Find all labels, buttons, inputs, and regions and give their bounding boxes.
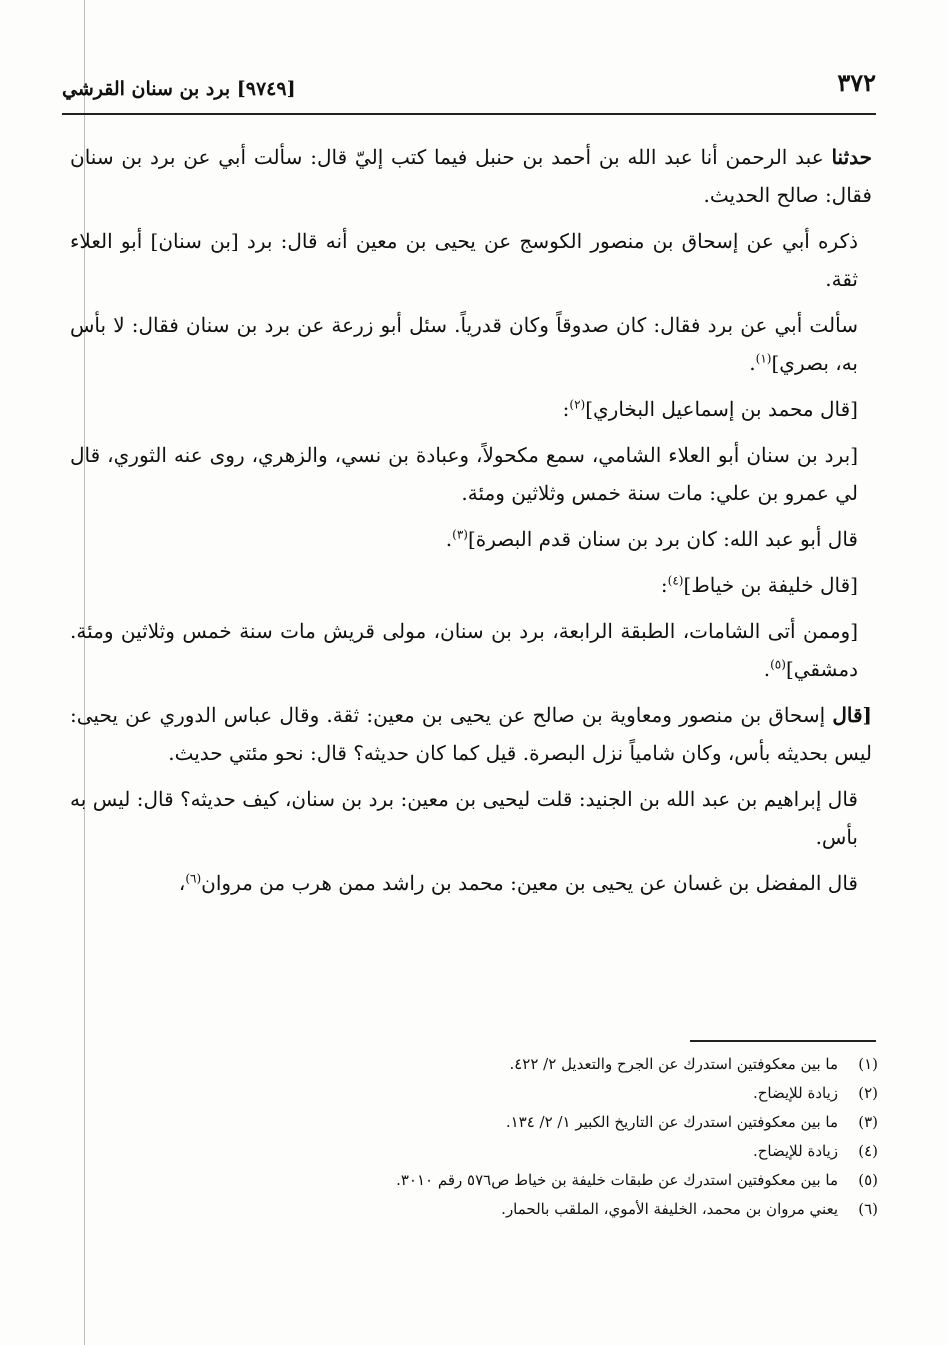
paragraph-text: [قال خليفة بن خياط]	[683, 573, 858, 597]
footnote-ref: (٦)	[185, 871, 202, 886]
footnote-text: زيادة للإيضاح.	[752, 1142, 838, 1160]
running-title: [٩٧٤٩] برد بن سنان القرشي	[62, 78, 296, 100]
paragraph	[70, 436, 872, 512]
paragraph-text: [قال محمد بن إسماعيل البخاري]	[585, 397, 858, 421]
paragraph	[70, 780, 872, 856]
paragraph-text: قال المفضل بن غسان عن يحيى بن معين: محمد بن راشد ممن هرب من مروان	[201, 871, 858, 895]
paragraph-punct: .	[749, 351, 756, 375]
footnote-ref: (٤)	[667, 573, 684, 588]
header-rule	[62, 113, 876, 115]
paragraph	[70, 390, 872, 428]
paragraph	[70, 138, 872, 214]
footnote-number: (٥)	[858, 1171, 878, 1189]
footnote-number: (٣)	[858, 1113, 878, 1131]
footnote-number: (٢)	[858, 1084, 878, 1102]
footnote-ref: (١)	[755, 351, 772, 366]
paragraph-punct: :	[660, 573, 668, 597]
paragraph	[70, 306, 872, 382]
footnote	[300, 1137, 878, 1166]
main-text	[70, 138, 872, 910]
paragraph-text: [وممن أتى الشامات، الطبقة الرابعة، برد بن سنان، مولى قريش مات سنة خمس وثلاثين ومئة. دمشقي]	[70, 619, 858, 681]
paragraph-punct: :	[562, 397, 570, 421]
footnote-ref: (٣)	[452, 527, 468, 542]
footnotes	[300, 1050, 878, 1224]
paragraph-text: ذكره أبي عن إسحاق بن منصور الكوسج عن يحيى بن معين أنه قال: برد [بن سنان] أبو العلاء ثقة.	[70, 229, 858, 291]
paragraph	[70, 222, 872, 298]
footnote-number: (٤)	[858, 1142, 878, 1160]
footnote	[300, 1166, 878, 1195]
footnote-text: ما بين معكوفتين استدرك عن طبقات خليفة بن خياط ص٥٧٦ رقم ٣٠١٠.	[396, 1171, 838, 1189]
paragraph-punct: ،	[178, 871, 186, 895]
footnote-rule	[690, 1040, 876, 1042]
paragraph	[70, 520, 872, 558]
paragraph-punct: .	[763, 657, 771, 681]
paragraph-lead: حدثنا	[831, 145, 872, 169]
footnote-ref: (٥)	[770, 657, 786, 672]
paragraph	[70, 566, 872, 604]
footnote	[300, 1195, 878, 1224]
footnote-text: زيادة للإيضاح.	[752, 1084, 838, 1102]
paragraph-text: إسحاق بن منصور ومعاوية بن صالح عن يحيى بن معين: ثقة. وقال عباس الدوري عن يحيى: ليس بحديثه بأس، وكان شامياً نزل البصرة. قيل كما كان حديثه؟ قال: نحو مئتي حديث.	[70, 703, 872, 765]
paragraph-lead: [قال	[832, 703, 872, 727]
paragraph-text: عبد الرحمن أنا عبد الله بن أحمد بن حنبل فيما كتب إليّ قال: سألت أبي عن برد بن سنان فقال: صالح الحديث.	[70, 145, 872, 207]
footnote-text: ما بين معكوفتين استدرك عن الجرح والتعديل ٢/ ٤٢٢.	[509, 1055, 838, 1073]
paragraph-text: قال أبو عبد الله: كان برد بن سنان قدم البصرة]	[467, 527, 858, 551]
footnote-ref: (٢)	[569, 397, 586, 412]
footnote-number: (٦)	[858, 1200, 878, 1218]
page-header	[62, 58, 876, 114]
footnote	[300, 1050, 878, 1079]
paragraph-text: [برد بن سنان أبو العلاء الشامي، سمع مكحولاً، وعبادة بن نسي، والزهري، روى عنه الثوري، قال لي عمرو بن علي: مات سنة خمس وثلاثين ومئة.	[70, 443, 858, 505]
footnote	[300, 1108, 878, 1137]
footnote	[300, 1079, 878, 1108]
paragraph-text: قال إبراهيم بن عبد الله بن الجنيد: قلت ليحيى بن معين: برد بن سنان، كيف حديثه؟ قال: ليس به بأس.	[70, 787, 858, 849]
page-number: ٣٧٢	[837, 68, 876, 97]
paragraph	[70, 696, 872, 772]
footnote-text: يعني مروان بن محمد، الخليفة الأموي، الملقب بالحمار.	[501, 1200, 838, 1218]
footnote-number: (١)	[858, 1055, 878, 1073]
paragraph	[70, 612, 872, 688]
footnote-text: ما بين معكوفتين استدرك عن التاريخ الكبير ١/ ٢/ ١٣٤.	[505, 1113, 838, 1131]
paragraph-text: سألت أبي عن برد فقال: كان صدوقاً وكان قدرياً. سئل أبو زرعة عن برد بن سنان فقال: لا بأس به، بصري]	[70, 313, 858, 375]
paragraph-punct: .	[445, 527, 453, 551]
paragraph	[70, 864, 872, 902]
